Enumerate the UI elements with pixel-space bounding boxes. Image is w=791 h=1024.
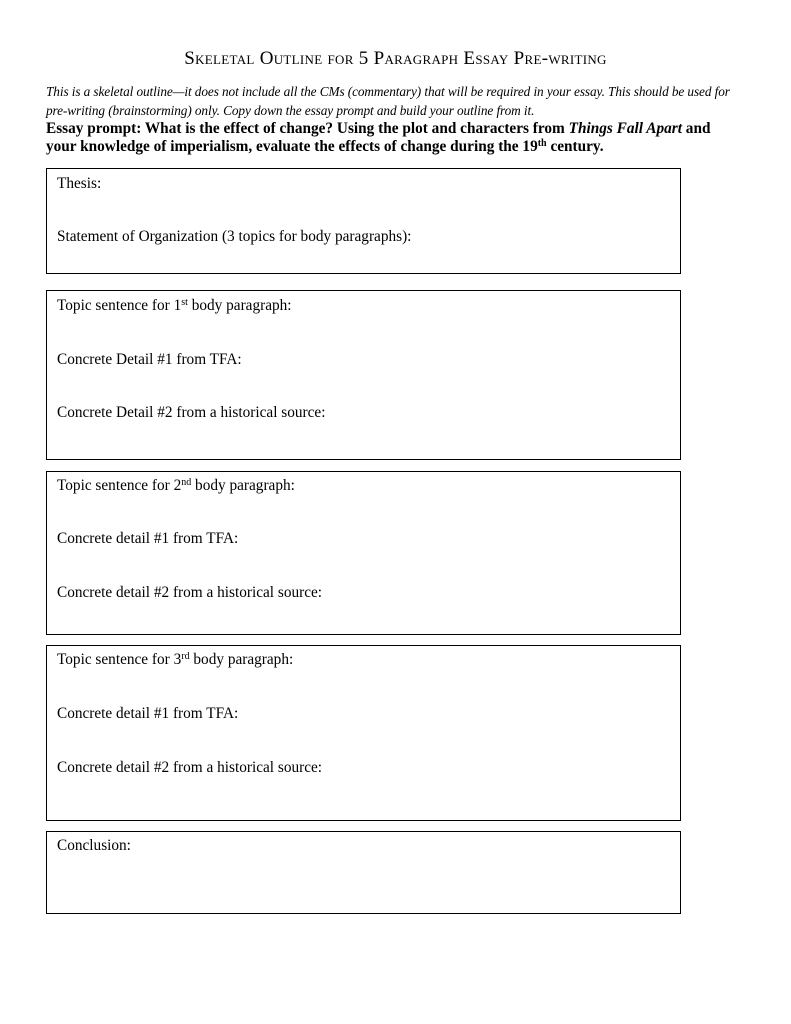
body-paragraph-1-box[interactable] bbox=[46, 290, 681, 460]
organization-label: Statement of Organization (3 topics for body paragraphs): bbox=[57, 228, 412, 245]
conclusion-box[interactable] bbox=[46, 831, 681, 914]
essay-prompt-line-1 bbox=[46, 120, 746, 138]
prompt-text-1: Essay prompt: What is the effect of change? Using the plot and characters from bbox=[46, 120, 569, 137]
body-2-detail-1-label: Concrete detail #1 from TFA: bbox=[57, 530, 239, 547]
prompt-text-4: century. bbox=[546, 138, 604, 155]
body-2-detail-2-label: Concrete detail #2 from a historical source: bbox=[57, 584, 323, 601]
conclusion-label: Conclusion: bbox=[57, 837, 131, 854]
prompt-superscript: th bbox=[537, 138, 547, 149]
prompt-text-2: and bbox=[681, 120, 711, 137]
body-3-detail-2-label: Concrete detail #2 from a historical source: bbox=[57, 759, 323, 776]
body-paragraph-3-box[interactable] bbox=[46, 645, 681, 821]
book-title: Things Fall Apart bbox=[568, 120, 682, 137]
essay-prompt bbox=[46, 120, 746, 156]
topic-sentence-1-label: Topic sentence for 1st body paragraph: bbox=[57, 297, 292, 314]
topic-sentence-2-label: Topic sentence for 2nd body paragraph: bbox=[57, 477, 295, 494]
intro-line-2: pre-writing (brainstorming) only. Copy down the essay prompt and build your outline from it. bbox=[46, 103, 535, 118]
body-3-detail-1-label: Concrete detail #1 from TFA: bbox=[57, 705, 239, 722]
prompt-text-3: your knowledge of imperialism, evaluate the effects of change during the 19 bbox=[46, 138, 538, 155]
intro-text bbox=[46, 82, 746, 120]
page-title: Skeletal Outline for 5 Paragraph Essay Pre-writing bbox=[184, 48, 607, 69]
intro-line-1: This is a skeletal outline—it does not include all the CMs (commentary) that will be required in your essay. This should be used for bbox=[46, 84, 730, 99]
body-1-detail-2-label: Concrete Detail #2 from a historical source: bbox=[57, 404, 326, 421]
thesis-box[interactable] bbox=[46, 168, 681, 274]
thesis-label: Thesis: bbox=[57, 175, 102, 192]
body-1-detail-1-label: Concrete Detail #1 from TFA: bbox=[57, 351, 242, 368]
essay-prompt-line-2 bbox=[46, 138, 746, 156]
body-paragraph-2-box[interactable] bbox=[46, 471, 681, 635]
topic-sentence-3-label: Topic sentence for 3rd body paragraph: bbox=[57, 651, 294, 668]
